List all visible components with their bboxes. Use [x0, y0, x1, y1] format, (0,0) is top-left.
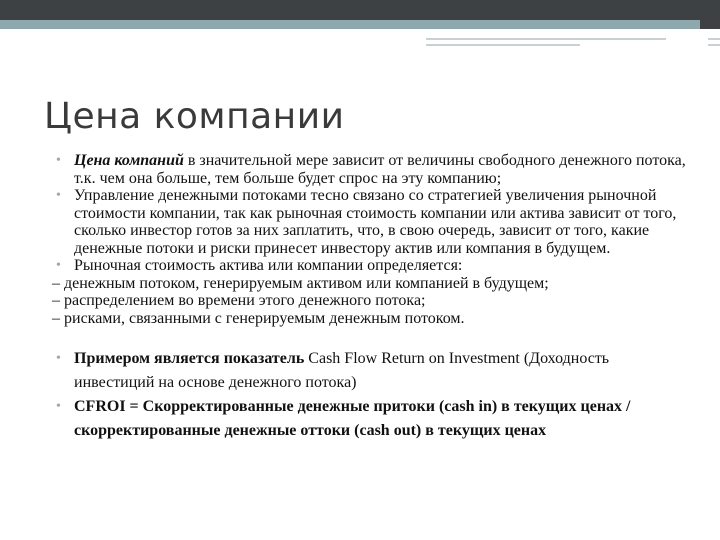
- bullet-dot-icon: •: [56, 153, 61, 168]
- section-gap: [54, 327, 690, 347]
- decor-line-1: [426, 38, 666, 40]
- top-dark-band: [0, 0, 720, 20]
- dash-line-risks: – рисками, связанными с генерируемым денежным потоком.: [52, 309, 465, 327]
- top-right-corner-block: [700, 0, 720, 29]
- bullet-management-text: Управление денежными потоками тесно связано со стратегией увеличения рыночной стоимости компании, так как рыночная стоимость компании или актива зависит от того, сколько инвестор готов за них заплатить, что, в свою очередь, зависит от того, какие денежные потоки и риски принесет инвестору актив или компания в будущем.: [74, 187, 677, 257]
- bullet-example: [54, 347, 690, 395]
- bullet-dot-icon: •: [56, 399, 61, 414]
- bullet-example-bold: Примером является показатель: [74, 350, 305, 367]
- bullet-market-value-text: Рыночная стоимость актива или компании определяется:: [74, 257, 463, 274]
- bullet-example-text: Cash Flow Return on Investment (Доходность инвестиций на основе денежного потока): [74, 350, 610, 391]
- bullet-market-value: [54, 257, 690, 275]
- bullet-dot-icon: •: [56, 258, 61, 273]
- bullet-dot-icon: •: [56, 188, 61, 203]
- dash-line-distribution: – распределением во времени этого денежного потока;: [52, 292, 426, 309]
- slide-title: Цена компании: [44, 96, 345, 137]
- bullet-cfroi: [54, 395, 690, 443]
- bullet-price: [54, 152, 690, 187]
- bullet-price-emphasis: Цена компаний: [74, 152, 184, 169]
- bullet-price-text: в значительной мере зависит от величины свободного денежного потока, т.к. чем она больше, тем больше будет спрос на эту компанию;: [74, 152, 686, 187]
- decor-line-4: [708, 44, 720, 46]
- slide-body: [54, 152, 690, 443]
- top-accent-stripe: [0, 20, 720, 29]
- bullet-management: [54, 187, 690, 257]
- slide-body-section-2: [54, 347, 690, 443]
- decor-line-3: [708, 38, 720, 40]
- bullet-cfroi-formula: CFROI = Скорректированные денежные притоки (cash in) в текущих ценах / скорректированные денежные оттоки (cash out) в текущих ценах: [74, 398, 631, 439]
- bullet-dot-icon: •: [56, 351, 61, 366]
- dash-line-cashflow: – денежным потоком, генерируемым активом или компанией в будущем;: [52, 274, 549, 292]
- decor-line-2: [426, 44, 580, 46]
